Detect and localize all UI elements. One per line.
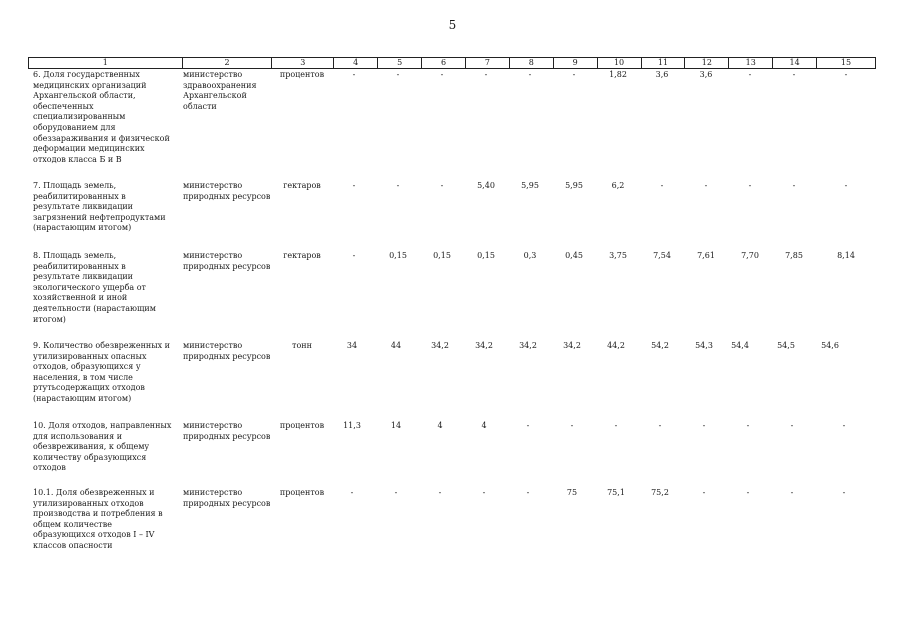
responsible-agency: министерство здравоохранения Архангельской области [183, 70, 257, 111]
value-cell: 4 [481, 421, 487, 430]
header-col-15: 15 [840, 58, 852, 67]
value-cell: 1,82 [609, 70, 627, 79]
value-cell: 54,6 [821, 341, 839, 350]
responsible-agency: министерство природных ресурсов [183, 341, 271, 361]
value-cell: 0,3 [523, 251, 537, 260]
value-cell: - [528, 70, 532, 79]
indicator-name: 10. Доля отходов, направленных для использования и обезвреживания, к общему количеству образующихся отходов [33, 421, 172, 473]
value-cell: 4 [437, 421, 443, 430]
unit: тонн [292, 341, 312, 350]
value-cell: 7,70 [741, 251, 759, 260]
value-cell: - [438, 488, 442, 497]
value-cell: 54,5 [777, 341, 795, 350]
header-col-2: 2 [183, 58, 273, 68]
value-cell: 54,2 [651, 341, 669, 350]
value-cell: 75,1 [607, 488, 625, 497]
value-cell: - [702, 421, 706, 430]
value-cell: - [844, 181, 848, 190]
value-cell: 7,54 [653, 251, 671, 260]
header-col-5: 5 [378, 58, 422, 68]
value-cell: - [440, 181, 444, 190]
indicator-name: 8. Площадь земель, реабилитированных в результате ликвидации экологического ущерба от хозяйственной и иной деятельности (нарастающим итогом) [33, 251, 156, 324]
value-cell: 5,40 [477, 181, 495, 190]
value-cell: - [394, 488, 398, 497]
value-cell: 34,2 [563, 341, 581, 350]
value-cell: 44 [390, 341, 402, 350]
value-cell: - [842, 488, 846, 497]
value-cell: - [482, 488, 486, 497]
header-col-12: 12 [685, 58, 729, 68]
header-col-11: 11 [642, 58, 686, 68]
value-cell: - [702, 488, 706, 497]
value-cell: - [746, 421, 750, 430]
page-number: 5 [448, 18, 457, 32]
value-cell: 8,14 [837, 251, 855, 260]
value-cell: - [792, 181, 796, 190]
value-cell: 5,95 [565, 181, 583, 190]
value-cell: - [526, 488, 530, 497]
value-cell: - [842, 421, 846, 430]
value-cell: - [526, 421, 530, 430]
value-cell: 7,61 [697, 251, 715, 260]
value-cell: 11,3 [343, 421, 361, 430]
value-cell: - [748, 181, 752, 190]
header-col-14: 14 [773, 58, 817, 68]
value-cell: 54,3 [695, 341, 713, 350]
value-cell: 0,15 [433, 251, 451, 260]
table-header-row [28, 57, 876, 69]
header-col-10: 10 [598, 58, 642, 68]
value-cell: - [746, 488, 750, 497]
value-cell: - [660, 181, 664, 190]
unit: процентов [279, 70, 325, 79]
value-cell: 75,2 [651, 488, 669, 497]
unit: гектаров [283, 181, 321, 190]
responsible-agency: министерство природных ресурсов [183, 251, 271, 271]
header-col-4: 4 [334, 58, 378, 68]
value-cell: - [748, 70, 752, 79]
value-cell: 34,2 [519, 341, 537, 350]
unit: процентов [279, 488, 325, 497]
value-cell: - [352, 70, 356, 79]
indicator-name: 6. Доля государственных медицинских организаций Архангельской области, обеспеченных специализированным оборудованием для обеззараживания и физической деформации медицинских отходов класса Б и В [33, 70, 170, 164]
header-col-7: 7 [466, 58, 510, 68]
responsible-agency: министерство природных ресурсов [183, 421, 271, 441]
value-cell: - [658, 421, 662, 430]
value-cell: 6,2 [611, 181, 625, 190]
unit: гектаров [283, 251, 321, 260]
value-cell: - [790, 488, 794, 497]
value-cell: 44,2 [607, 341, 625, 350]
value-cell: 14 [390, 421, 402, 430]
header-col-9: 9 [554, 58, 598, 68]
value-cell: - [352, 251, 356, 260]
value-cell: - [704, 181, 708, 190]
value-cell: 5,95 [521, 181, 539, 190]
value-cell: 34 [346, 341, 358, 350]
value-cell: - [396, 181, 400, 190]
header-col-8: 8 [510, 58, 554, 68]
value-cell: 0,15 [389, 251, 407, 260]
indicator-name: 7. Площадь земель, реабилитированных в результате ликвидации загрязнений нефтепродуктами (нарастающим итогом) [33, 181, 166, 233]
value-cell: - [844, 70, 848, 79]
indicator-name: 9. Количество обезвреженных и утилизированных опасных отходов, образующихся у населения, в том числе ртутьсодержащих отходов (нарастающим итогом) [33, 341, 170, 403]
unit: процентов [279, 421, 325, 430]
value-cell: - [614, 421, 618, 430]
value-cell: 75 [566, 488, 578, 497]
value-cell: - [572, 70, 576, 79]
value-cell: 34,2 [431, 341, 449, 350]
header-col-1: 1 [29, 58, 183, 68]
value-cell: 0,15 [477, 251, 495, 260]
value-cell: 34,2 [475, 341, 493, 350]
header-col-13: 13 [729, 58, 773, 68]
value-cell: - [396, 70, 400, 79]
header-col-6: 6 [422, 58, 466, 68]
value-cell: 7,85 [785, 251, 803, 260]
responsible-agency: министерство природных ресурсов [183, 181, 271, 201]
indicator-name: 10.1. Доля обезвреженных и утилизированных отходов производства и потребления в общем количестве образующихся отходов I – IV классов опасности [33, 488, 163, 550]
value-cell: 54,4 [731, 341, 749, 350]
value-cell: - [350, 488, 354, 497]
value-cell: 3,6 [699, 70, 713, 79]
value-cell: 3,6 [655, 70, 669, 79]
responsible-agency: министерство природных ресурсов [183, 488, 271, 508]
header-col-3: 3 [272, 58, 334, 68]
value-cell: 3,75 [609, 251, 627, 260]
value-cell: - [484, 70, 488, 79]
value-cell: - [570, 421, 574, 430]
value-cell: - [790, 421, 794, 430]
value-cell: - [352, 181, 356, 190]
value-cell: 0,45 [565, 251, 583, 260]
value-cell: - [440, 70, 444, 79]
value-cell: - [792, 70, 796, 79]
